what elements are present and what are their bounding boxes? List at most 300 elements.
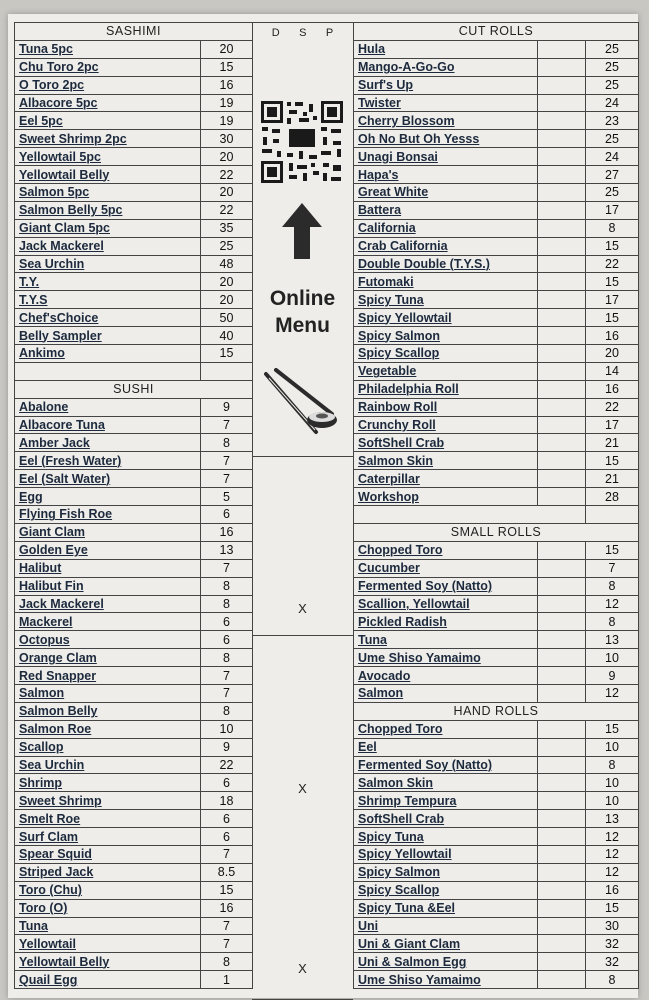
sushi-item-name: Halibut xyxy=(15,559,201,577)
cut-rolls-item-name: Surf's Up xyxy=(354,76,538,94)
sashimi-menu-item xyxy=(15,201,253,219)
small-rolls-menu-item xyxy=(354,595,639,613)
sashimi-blank-cell xyxy=(201,362,253,380)
header-p: P xyxy=(325,27,334,39)
small-rolls-item-name: Avocado xyxy=(354,667,538,685)
sushi-menu-item xyxy=(15,899,253,917)
sashimi-item-name: Jack Mackerel xyxy=(15,237,201,255)
sushi-item-name: Albacore Tuna xyxy=(15,416,201,434)
sushi-item-name: Toro (O) xyxy=(15,899,201,917)
rolls-table xyxy=(353,22,639,989)
sushi-item-name: Striped Jack xyxy=(15,863,201,881)
sashimi-menu-item xyxy=(15,219,253,237)
cut-rolls-item-name: Crunchy Roll xyxy=(354,416,538,434)
cut-rolls-item-name: California xyxy=(354,219,538,237)
sashimi-item-price: 30 xyxy=(201,130,253,148)
sushi-item-price: 9 xyxy=(201,398,253,416)
sushi-item-name: Giant Clam xyxy=(15,523,201,541)
cut-rolls-item-price: 21 xyxy=(586,470,639,488)
cut-rolls-item-price: 16 xyxy=(586,380,639,398)
sushi-item-price: 7 xyxy=(201,917,253,935)
hand-rolls-item-price: 12 xyxy=(586,863,639,881)
sushi-menu-item xyxy=(15,541,253,559)
hand-rolls-item-name: Spicy Scallop xyxy=(354,881,538,899)
cut-rolls-menu-item xyxy=(354,112,639,130)
sushi-menu-item xyxy=(15,953,253,971)
sashimi-item-price: 19 xyxy=(201,112,253,130)
cut-rolls-menu-item xyxy=(354,94,639,112)
sashimi-item-price: 20 xyxy=(201,40,253,58)
cut-rolls-item-price: 25 xyxy=(586,76,639,94)
cut-rolls-item-spacer xyxy=(538,488,586,506)
sushi-item-name: Sea Urchin xyxy=(15,756,201,774)
sushi-item-price: 6 xyxy=(201,774,253,792)
cut-rolls-item-price: 22 xyxy=(586,398,639,416)
sushi-menu-item xyxy=(15,631,253,649)
small-rolls-item-spacer xyxy=(538,631,586,649)
sushi-menu-item xyxy=(15,774,253,792)
sashimi-item-name: Chu Toro 2pc xyxy=(15,58,201,76)
sushi-menu-item xyxy=(15,971,253,989)
cut-rolls-item-name: Cherry Blossom xyxy=(354,112,538,130)
middle-divider-1 xyxy=(252,456,353,457)
small-rolls-menu-item xyxy=(354,613,639,631)
small-rolls-item-spacer xyxy=(538,595,586,613)
small-rolls-menu-item xyxy=(354,667,639,685)
chopsticks-sushi-icon xyxy=(260,368,345,448)
hand-rolls-item-name: Fermented Soy (Natto) xyxy=(354,756,538,774)
cut-rolls-item-spacer xyxy=(538,112,586,130)
cut-rolls-menu-item xyxy=(354,237,639,255)
sushi-menu-item xyxy=(15,810,253,828)
sushi-menu-item xyxy=(15,613,253,631)
mark-shrimp: X xyxy=(298,781,307,796)
hand-rolls-menu-item xyxy=(354,828,639,846)
cut-rolls-item-name: Vegetable xyxy=(354,362,538,380)
hand-rolls-item-spacer xyxy=(538,756,586,774)
sushi-menu-item xyxy=(15,828,253,846)
sashimi-menu-item xyxy=(15,345,253,363)
sushi-item-price: 13 xyxy=(201,541,253,559)
cut-rolls-menu-item xyxy=(354,452,639,470)
small-rolls-menu-item xyxy=(354,631,639,649)
sushi-menu-item xyxy=(15,756,253,774)
sashimi-item-price: 19 xyxy=(201,94,253,112)
cut-rolls-item-spacer xyxy=(538,148,586,166)
sashimi-item-name: Yellowtail 5pc xyxy=(15,148,201,166)
cut-rolls-menu-item xyxy=(354,219,639,237)
sushi-item-price: 8 xyxy=(201,595,253,613)
cut-rolls-item-spacer xyxy=(538,309,586,327)
sushi-item-name: Jack Mackerel xyxy=(15,595,201,613)
sushi-menu-item xyxy=(15,649,253,667)
sashimi-menu-item xyxy=(15,327,253,345)
hand-rolls-item-name: Chopped Toro xyxy=(354,720,538,738)
sushi-item-name: Flying Fish Roe xyxy=(15,506,201,524)
sushi-item-price: 6 xyxy=(201,613,253,631)
hand-rolls-item-spacer xyxy=(538,917,586,935)
cut-rolls-item-spacer xyxy=(538,219,586,237)
hand-rolls-item-price: 13 xyxy=(586,810,639,828)
sushi-item-name: Mackerel xyxy=(15,613,201,631)
sushi-menu-item xyxy=(15,506,253,524)
small-rolls-item-spacer xyxy=(538,613,586,631)
sashimi-item-name: Yellowtail Belly xyxy=(15,166,201,184)
cut-rolls-menu-item xyxy=(354,130,639,148)
sashimi-item-price: 35 xyxy=(201,219,253,237)
cut-rolls-item-spacer xyxy=(538,380,586,398)
hand-rolls-item-spacer xyxy=(538,810,586,828)
small-rolls-item-name: Chopped Toro xyxy=(354,541,538,559)
online-menu-line2: Menu xyxy=(275,314,330,337)
sushi-item-price: 5 xyxy=(201,488,253,506)
hand-rolls-item-name: Ume Shiso Yamaimo xyxy=(354,971,538,989)
hand-rolls-item-name: Uni & Giant Clam xyxy=(354,935,538,953)
sushi-item-price: 8 xyxy=(201,953,253,971)
sashimi-blank-cell xyxy=(15,362,201,380)
cut-rolls-item-price: 16 xyxy=(586,327,639,345)
cut-rolls-item-spacer xyxy=(538,201,586,219)
hand-rolls-item-spacer xyxy=(538,899,586,917)
sushi-item-price: 7 xyxy=(201,416,253,434)
sushi-item-price: 7 xyxy=(201,684,253,702)
cut-rolls-menu-item xyxy=(354,488,639,506)
cut-rolls-menu-item xyxy=(354,184,639,202)
cut-rolls-item-price: 25 xyxy=(586,130,639,148)
cut-rolls-item-name: Futomaki xyxy=(354,273,538,291)
cut-rolls-item-spacer xyxy=(538,398,586,416)
sushi-title: SUSHI xyxy=(15,380,253,398)
sashimi-header-row xyxy=(15,23,253,41)
sushi-item-price: 10 xyxy=(201,720,253,738)
right-column xyxy=(353,22,638,989)
sashimi-item-name: Belly Sampler xyxy=(15,327,201,345)
cut-rolls-item-spacer xyxy=(538,255,586,273)
small-rolls-item-name: Pickled Radish xyxy=(354,613,538,631)
middle-column xyxy=(252,22,353,1000)
cut-rolls-item-spacer xyxy=(538,273,586,291)
sashimi-menu-item xyxy=(15,237,253,255)
sushi-item-name: Red Snapper xyxy=(15,667,201,685)
cut-rolls-menu-item xyxy=(354,470,639,488)
hand-rolls-item-spacer xyxy=(538,863,586,881)
sashimi-menu-item xyxy=(15,94,253,112)
sashimi-item-name: Salmon 5pc xyxy=(15,184,201,202)
sushi-item-price: 16 xyxy=(201,899,253,917)
cut-rolls-item-price: 25 xyxy=(586,58,639,76)
sushi-item-price: 7 xyxy=(201,470,253,488)
cut-rolls-item-price: 25 xyxy=(586,40,639,58)
sushi-item-name: Smelt Roe xyxy=(15,810,201,828)
sushi-item-name: Orange Clam xyxy=(15,649,201,667)
cut-rolls-item-name: Spicy Tuna xyxy=(354,291,538,309)
cut-rolls-item-spacer xyxy=(538,166,586,184)
hand-rolls-item-price: 8 xyxy=(586,971,639,989)
cut-rolls-item-price: 15 xyxy=(586,273,639,291)
cut-rolls-item-name: Crab California xyxy=(354,237,538,255)
small-rolls-item-price: 10 xyxy=(586,649,639,667)
sushi-item-price: 18 xyxy=(201,792,253,810)
hand-rolls-menu-item xyxy=(354,792,639,810)
cut-rolls-menu-item xyxy=(354,201,639,219)
sushi-item-price: 1 xyxy=(201,971,253,989)
hand-rolls-item-spacer xyxy=(538,881,586,899)
sashimi-item-name: Eel 5pc xyxy=(15,112,201,130)
sashimi-menu-item xyxy=(15,255,253,273)
cut-rolls-item-spacer xyxy=(538,452,586,470)
sushi-menu-item xyxy=(15,845,253,863)
cut-rolls-item-price: 24 xyxy=(586,94,639,112)
cut-rolls-item-name: Double Double (T.Y.S.) xyxy=(354,255,538,273)
sashimi-item-price: 48 xyxy=(201,255,253,273)
cut-rolls-item-price: 21 xyxy=(586,434,639,452)
sashimi-item-price: 20 xyxy=(201,184,253,202)
sashimi-item-price: 16 xyxy=(201,76,253,94)
dsp-headers xyxy=(252,23,353,39)
cut-rolls-menu-item xyxy=(354,291,639,309)
sushi-item-price: 9 xyxy=(201,738,253,756)
cut-rolls-item-name: Battera xyxy=(354,201,538,219)
sashimi-item-name: T.Y.S xyxy=(15,291,201,309)
left-column xyxy=(14,22,252,989)
sushi-menu-item xyxy=(15,398,253,416)
small-rolls-item-spacer xyxy=(538,649,586,667)
cut-rolls-item-price: 25 xyxy=(586,184,639,202)
sushi-menu-item xyxy=(15,488,253,506)
cut-rolls-item-spacer xyxy=(538,291,586,309)
small-rolls-item-name: Ume Shiso Yamaimo xyxy=(354,649,538,667)
small-rolls-item-name: Fermented Soy (Natto) xyxy=(354,577,538,595)
sushi-item-price: 6 xyxy=(201,810,253,828)
sushi-menu-item xyxy=(15,416,253,434)
cut-rolls-blank-row xyxy=(354,506,639,524)
hand-rolls-item-price: 12 xyxy=(586,828,639,846)
small-rolls-menu-item xyxy=(354,684,639,702)
small-rolls-item-price: 15 xyxy=(586,541,639,559)
hand-rolls-item-name: Uni xyxy=(354,917,538,935)
sushi-item-price: 6 xyxy=(201,506,253,524)
hand-rolls-item-price: 32 xyxy=(586,935,639,953)
hand-rolls-menu-item xyxy=(354,810,639,828)
cut-rolls-menu-item xyxy=(354,40,639,58)
cut-rolls-menu-item xyxy=(354,148,639,166)
sushi-item-name: Quail Egg xyxy=(15,971,201,989)
cut-rolls-item-spacer xyxy=(538,470,586,488)
sushi-item-name: Spear Squid xyxy=(15,845,201,863)
online-menu-line1: Online xyxy=(269,287,336,310)
cut-rolls-menu-item xyxy=(354,380,639,398)
hand-rolls-item-price: 10 xyxy=(586,792,639,810)
sashimi-item-name: Salmon Belly 5pc xyxy=(15,201,201,219)
cut-rolls-item-price: 17 xyxy=(586,291,639,309)
sushi-item-price: 8 xyxy=(201,434,253,452)
hand-rolls-item-name: Spicy Salmon xyxy=(354,863,538,881)
small-rolls-item-name: Cucumber xyxy=(354,559,538,577)
sushi-item-name: Golden Eye xyxy=(15,541,201,559)
sushi-item-name: Tuna xyxy=(15,917,201,935)
hand-rolls-menu-item xyxy=(354,720,639,738)
cut-rolls-menu-item xyxy=(354,345,639,363)
cut-rolls-title: CUT ROLLS xyxy=(354,23,639,41)
cut-rolls-item-price: 14 xyxy=(586,362,639,380)
small-rolls-menu-item xyxy=(354,649,639,667)
sashimi-item-name: Giant Clam 5pc xyxy=(15,219,201,237)
online-menu-label xyxy=(252,285,353,339)
sushi-menu-item xyxy=(15,792,253,810)
sushi-menu-item xyxy=(15,863,253,881)
small-rolls-item-price: 12 xyxy=(586,684,639,702)
sushi-item-price: 8.5 xyxy=(201,863,253,881)
cut-rolls-item-name: Spicy Yellowtail xyxy=(354,309,538,327)
sushi-item-name: Amber Jack xyxy=(15,434,201,452)
hand-rolls-item-name: Salmon Skin xyxy=(354,774,538,792)
cut-rolls-item-name: Oh No But Oh Yesss xyxy=(354,130,538,148)
cut-rolls-item-price: 22 xyxy=(586,255,639,273)
sushi-menu-item xyxy=(15,917,253,935)
sashimi-blank-row xyxy=(15,362,253,380)
sushi-menu-item xyxy=(15,684,253,702)
sashimi-item-name: Tuna 5pc xyxy=(15,40,201,58)
sashimi-title: SASHIMI xyxy=(15,23,253,41)
cut-rolls-item-price: 17 xyxy=(586,416,639,434)
sashimi-menu-item xyxy=(15,291,253,309)
cut-rolls-menu-item xyxy=(354,327,639,345)
small-rolls-menu-item xyxy=(354,541,639,559)
cut-rolls-item-name: Twister xyxy=(354,94,538,112)
hand-rolls-item-spacer xyxy=(538,935,586,953)
hand-rolls-item-price: 15 xyxy=(586,899,639,917)
hand-rolls-item-name: Spicy Tuna &Eel xyxy=(354,899,538,917)
cut-rolls-item-name: Unagi Bonsai xyxy=(354,148,538,166)
hand-rolls-header-row xyxy=(354,702,639,720)
hand-rolls-menu-item xyxy=(354,774,639,792)
small-rolls-item-spacer xyxy=(538,667,586,685)
small-rolls-item-price: 8 xyxy=(586,577,639,595)
hand-rolls-item-price: 16 xyxy=(586,881,639,899)
hand-rolls-menu-item xyxy=(354,881,639,899)
up-arrow-icon xyxy=(280,201,324,261)
small-rolls-item-price: 9 xyxy=(586,667,639,685)
hand-rolls-item-name: Eel xyxy=(354,738,538,756)
sushi-item-price: 15 xyxy=(201,881,253,899)
hand-rolls-menu-item xyxy=(354,756,639,774)
hand-rolls-menu-item xyxy=(354,953,639,971)
sushi-item-name: Abalone xyxy=(15,398,201,416)
small-rolls-item-spacer xyxy=(538,559,586,577)
small-rolls-item-name: Scallion, Yellowtail xyxy=(354,595,538,613)
hand-rolls-item-spacer xyxy=(538,828,586,846)
sushi-item-name: Salmon Roe xyxy=(15,720,201,738)
hand-rolls-item-price: 10 xyxy=(586,774,639,792)
header-s: S xyxy=(299,27,307,39)
sashimi-item-price: 22 xyxy=(201,166,253,184)
small-rolls-menu-item xyxy=(354,559,639,577)
sashimi-item-price: 20 xyxy=(201,291,253,309)
cut-rolls-item-name: Spicy Scallop xyxy=(354,345,538,363)
sushi-item-name: Egg xyxy=(15,488,201,506)
sashimi-menu-item xyxy=(15,184,253,202)
cut-rolls-menu-item xyxy=(354,398,639,416)
sashimi-item-name: Sweet Shrimp 2pc xyxy=(15,130,201,148)
cut-rolls-item-price: 15 xyxy=(586,237,639,255)
sushi-item-price: 8 xyxy=(201,649,253,667)
cut-rolls-item-name: Hula xyxy=(354,40,538,58)
sushi-item-name: Salmon Belly xyxy=(15,702,201,720)
cut-rolls-item-spacer xyxy=(538,362,586,380)
cut-rolls-item-name: Hapa's xyxy=(354,166,538,184)
cut-rolls-item-price: 27 xyxy=(586,166,639,184)
cut-rolls-menu-item xyxy=(354,255,639,273)
cut-rolls-item-spacer xyxy=(538,184,586,202)
sushi-item-price: 8 xyxy=(201,702,253,720)
small-rolls-item-price: 7 xyxy=(586,559,639,577)
header-d: D xyxy=(271,27,280,39)
cut-rolls-header-row xyxy=(354,23,639,41)
sushi-menu-item xyxy=(15,470,253,488)
sushi-menu-item xyxy=(15,720,253,738)
cut-rolls-item-name: Philadelphia Roll xyxy=(354,380,538,398)
sashimi-item-name: O Toro 2pc xyxy=(15,76,201,94)
cut-rolls-item-spacer xyxy=(538,58,586,76)
sashimi-item-name: Ankimo xyxy=(15,345,201,363)
hand-rolls-item-spacer xyxy=(538,845,586,863)
cut-rolls-item-spacer xyxy=(538,327,586,345)
cut-rolls-item-spacer xyxy=(538,94,586,112)
cut-rolls-item-name: Spicy Salmon xyxy=(354,327,538,345)
cut-rolls-menu-item xyxy=(354,76,639,94)
cut-rolls-item-name: Mango-A-Go-Go xyxy=(354,58,538,76)
hand-rolls-item-spacer xyxy=(538,792,586,810)
sashimi-item-price: 15 xyxy=(201,58,253,76)
hand-rolls-item-price: 30 xyxy=(586,917,639,935)
cut-rolls-blank-cell xyxy=(354,506,586,524)
hand-rolls-item-spacer xyxy=(538,971,586,989)
hand-rolls-menu-item xyxy=(354,917,639,935)
cut-rolls-item-spacer xyxy=(538,345,586,363)
hand-rolls-item-price: 15 xyxy=(586,720,639,738)
sushi-item-price: 22 xyxy=(201,756,253,774)
sushi-menu-item xyxy=(15,667,253,685)
hand-rolls-item-spacer xyxy=(538,774,586,792)
sushi-item-name: Toro (Chu) xyxy=(15,881,201,899)
cut-rolls-item-spacer xyxy=(538,237,586,255)
sushi-header-row xyxy=(15,380,253,398)
hand-rolls-menu-item xyxy=(354,845,639,863)
qr-code[interactable] xyxy=(259,99,345,185)
sashimi-menu-item xyxy=(15,76,253,94)
hand-rolls-menu-item xyxy=(354,863,639,881)
sushi-item-price: 6 xyxy=(201,828,253,846)
sushi-menu-item xyxy=(15,595,253,613)
cut-rolls-item-name: Great White xyxy=(354,184,538,202)
sushi-menu-item xyxy=(15,434,253,452)
hand-rolls-menu-item xyxy=(354,935,639,953)
sashimi-menu-item xyxy=(15,130,253,148)
sashimi-item-price: 50 xyxy=(201,309,253,327)
sushi-item-name: Surf Clam xyxy=(15,828,201,846)
small-rolls-item-spacer xyxy=(538,577,586,595)
mark-jack-mackerel: X xyxy=(298,601,307,616)
sushi-menu-item xyxy=(15,523,253,541)
cut-rolls-item-price: 28 xyxy=(586,488,639,506)
cut-rolls-item-price: 17 xyxy=(586,201,639,219)
hand-rolls-title: HAND ROLLS xyxy=(354,702,639,720)
sushi-item-name: Eel (Fresh Water) xyxy=(15,452,201,470)
hand-rolls-item-spacer xyxy=(538,953,586,971)
small-rolls-title: SMALL ROLLS xyxy=(354,523,639,541)
cut-rolls-item-spacer xyxy=(538,434,586,452)
sushi-item-price: 7 xyxy=(201,667,253,685)
